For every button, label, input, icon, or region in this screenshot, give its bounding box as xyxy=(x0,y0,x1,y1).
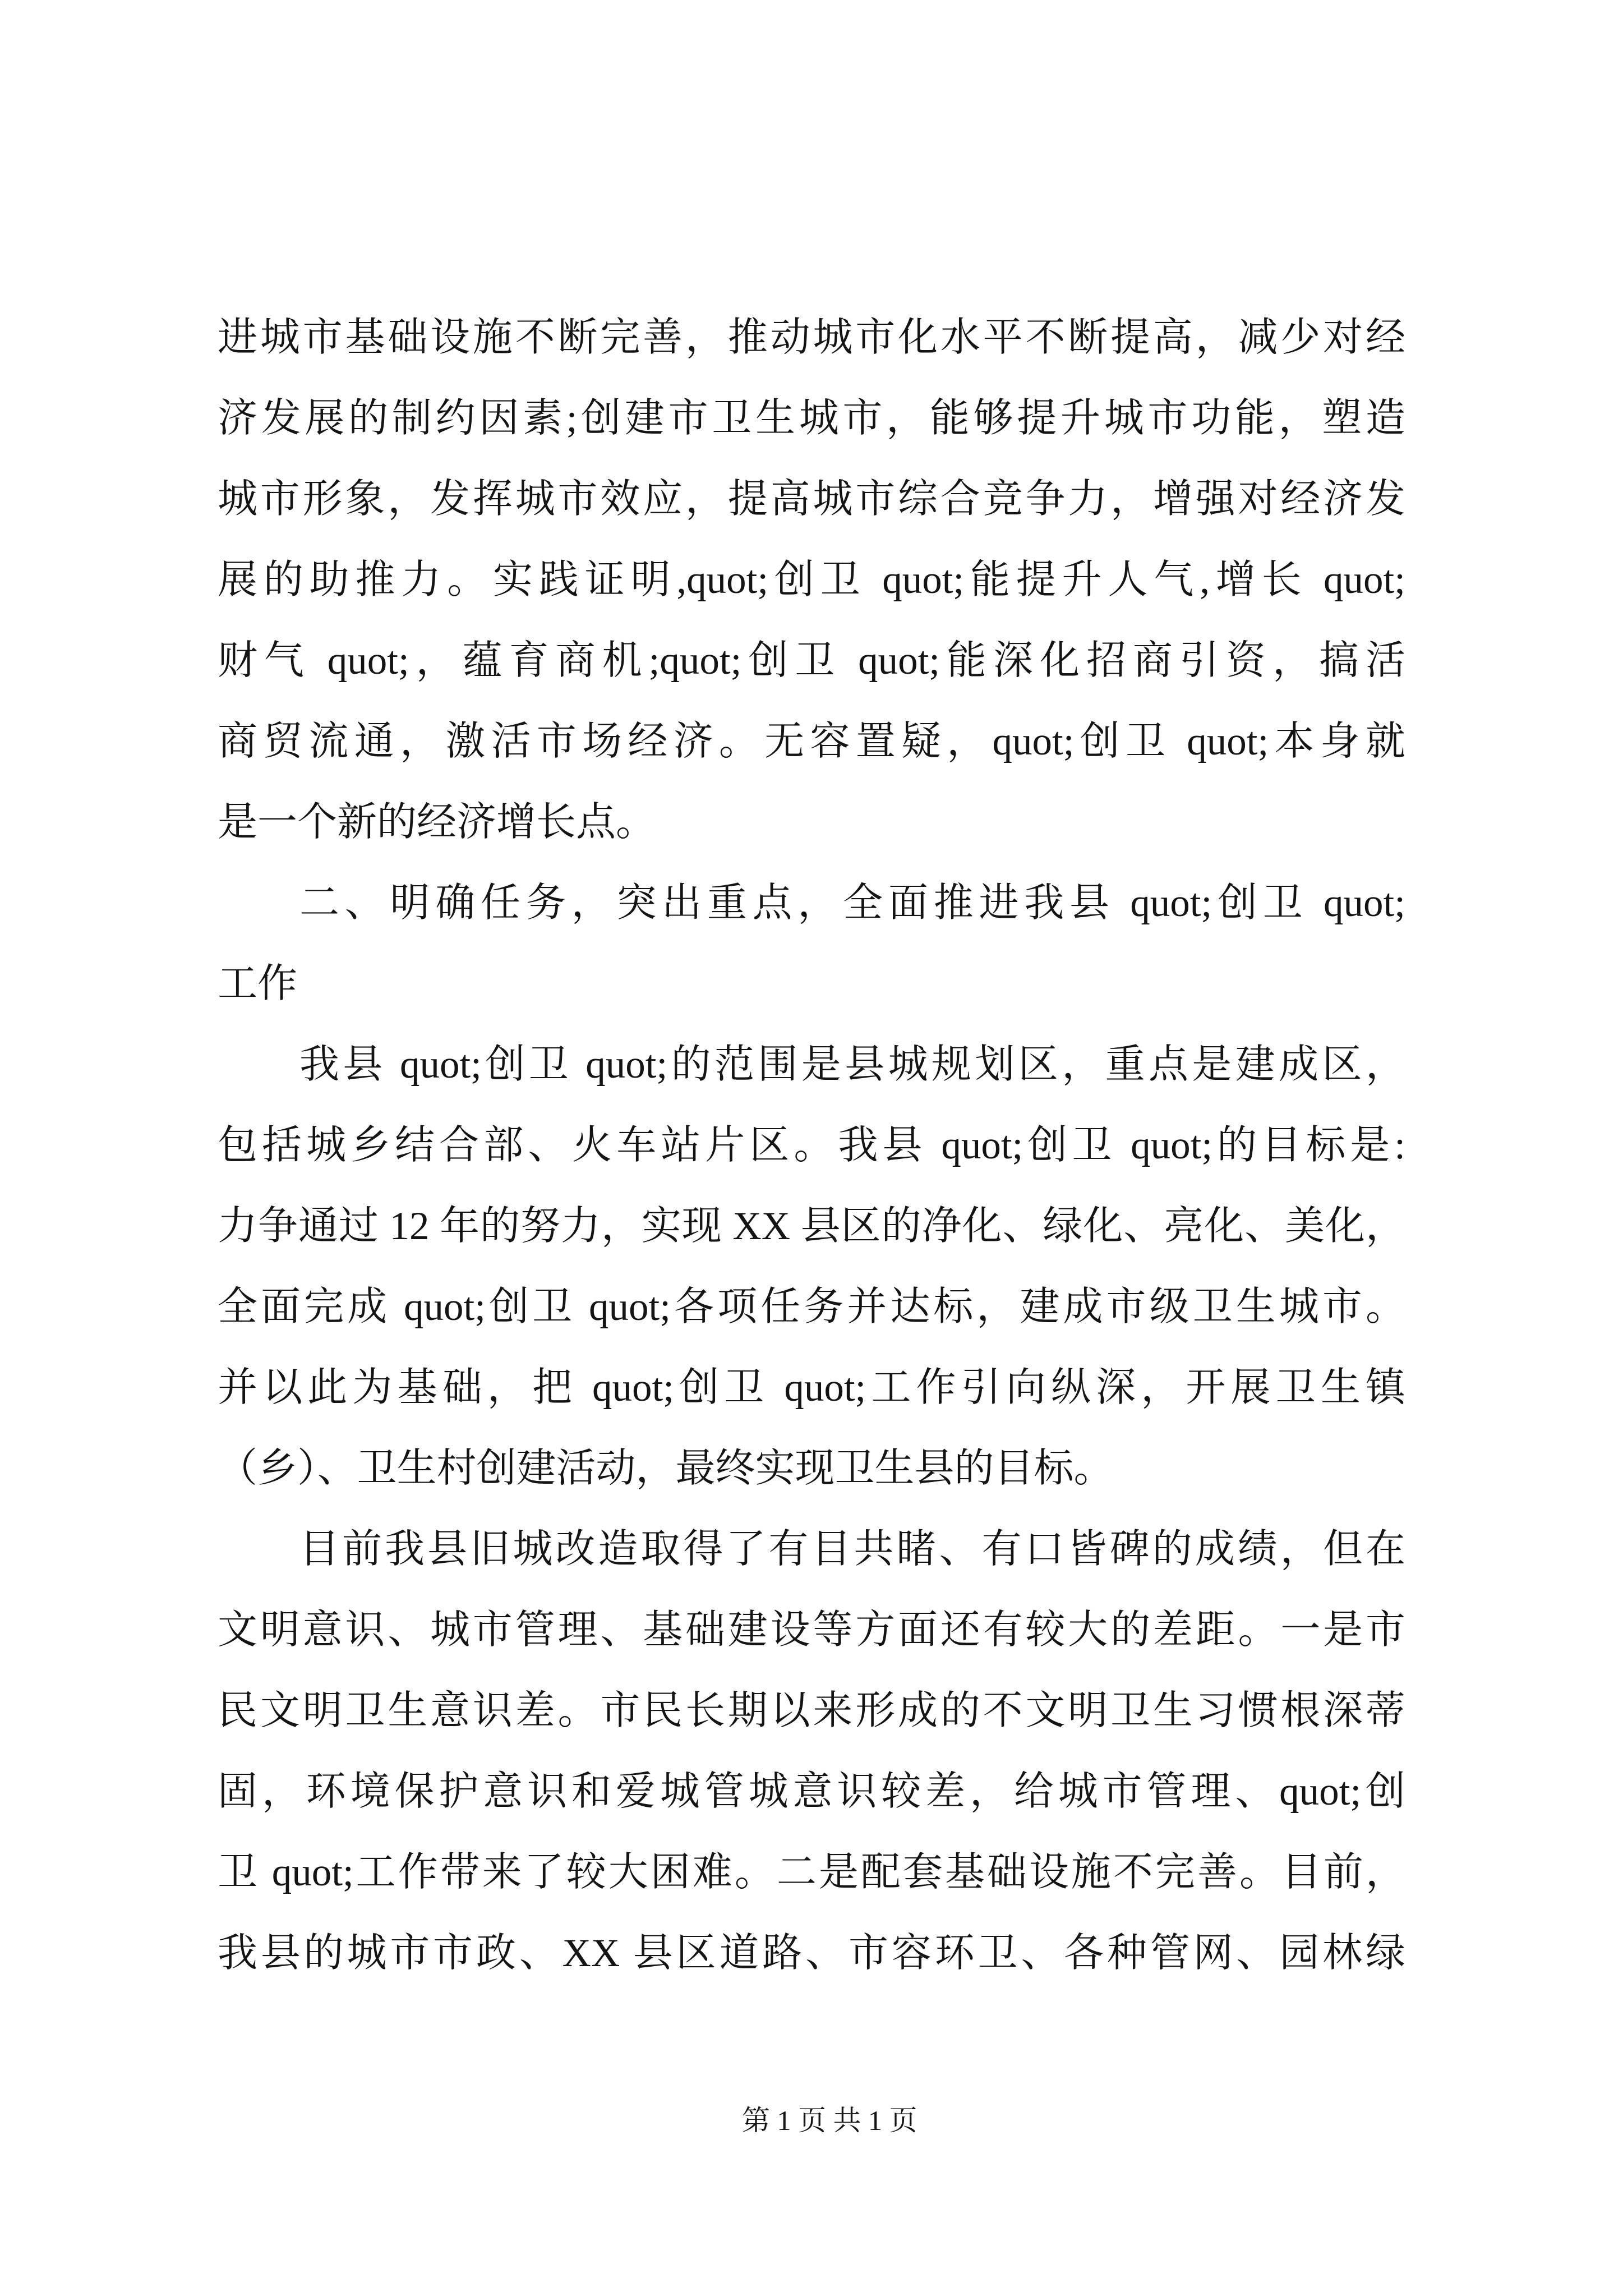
text-line: 并以此为基础，把 quot;创卫 quot;工作引向纵深，开展卫生镇 xyxy=(218,1366,1405,1410)
text-line: 城市形象，发挥城市效应，提高城市综合竞争力，增强对经济发 xyxy=(218,477,1405,521)
text-line: 进城市基础设施不断完善，推动城市化水平不断提高，减少对经 xyxy=(218,316,1405,360)
section-heading xyxy=(218,863,1405,1024)
text-line: 包括城乡结合部、火车站片区。我县 quot;创卫 quot;的目标是: xyxy=(218,1124,1405,1167)
text-line: 商贸流通，激活市场经济。无容置疑，quot;创卫 quot;本身就 xyxy=(218,720,1405,763)
text-line: 目前我县旧城改造取得了有目共睹、有口皆碑的成绩，但在 xyxy=(299,1527,1405,1571)
text-line: 固，环境保护意识和爱城管城意识较差，给城市管理、quot;创 xyxy=(218,1770,1405,1814)
heading-line: 二、明确任务，突出重点，全面推进我县 quot;创卫 quot; xyxy=(299,881,1405,925)
page-number-footer: 第 1 页 共 1 页 xyxy=(742,2105,917,2136)
text-line: 我县 quot;创卫 quot;的范围是县城规划区，重点是建成区， xyxy=(299,1043,1405,1087)
heading-line: 工作 xyxy=(218,962,298,1006)
text-line: （乡）、卫生村创建活动，最终实现卫生县的目标。 xyxy=(218,1447,1114,1490)
text-line: 我县的城市市政、XX 县区道路、市容环卫、各种管网、园林绿 xyxy=(218,1931,1405,1975)
text-line: 济发展的制约因素;创建市卫生城市，能够提升城市功能，塑造 xyxy=(218,397,1405,440)
text-line: 财气 quot;，蕴育商机;quot;创卫 quot;能深化招商引资，搞活 xyxy=(218,639,1405,683)
paragraph-scope xyxy=(218,1024,1405,1509)
text-line: 民文明卫生意识差。市民长期以来形成的不文明卫生习惯根深蒂 xyxy=(218,1689,1405,1733)
paragraph-continuation xyxy=(218,297,1405,863)
paragraph-current-status xyxy=(218,1509,1405,1994)
text-line: 文明意识、城市管理、基础建设等方面还有较大的差距。一是市 xyxy=(218,1608,1405,1652)
text-line: 全面完成 quot;创卫 quot;各项任务并达标，建成市级卫生城市。 xyxy=(218,1285,1405,1329)
text-line: 力争通过 12 年的努力，实现 XX 县区的净化、绿化、亮化、美化， xyxy=(218,1204,1405,1248)
text-line: 卫 quot;工作带来了较大困难。二是配套基础设施不完善。目前， xyxy=(218,1851,1405,1894)
text-line: 是一个新的经济增长点。 xyxy=(218,800,656,844)
document-body xyxy=(218,297,1405,1994)
text-line: 展的助推力。实践证明,quot;创卫 quot;能提升人气,增长 quot; xyxy=(218,558,1405,602)
